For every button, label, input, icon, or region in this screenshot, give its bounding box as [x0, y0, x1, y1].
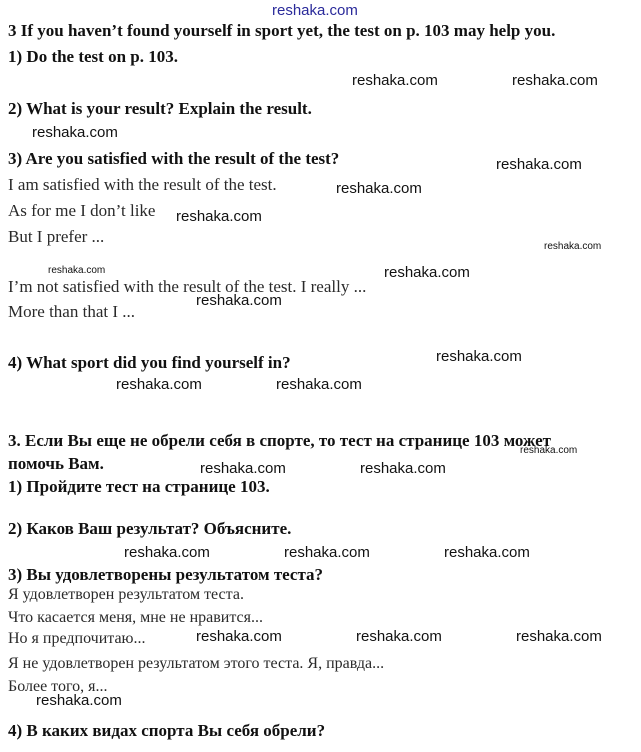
watermark: reshaka.com: [124, 544, 210, 561]
watermark: reshaka.com: [360, 460, 446, 477]
watermark: reshaka.com: [272, 2, 358, 19]
russian-heading-line-1: 3. Если Вы еще не обрели себя в спорте, то тест на странице 103 может: [8, 431, 552, 450]
watermark: reshaka.com: [544, 241, 602, 252]
watermark: reshaka.com: [496, 156, 582, 173]
watermark: reshaka.com: [436, 348, 522, 365]
watermark: reshaka.com: [116, 376, 202, 393]
watermark: reshaka.com: [356, 628, 442, 645]
english-answer-satisfied: I am satisfied with the result of the test.: [8, 175, 277, 194]
watermark: reshaka.com: [520, 445, 578, 456]
watermark: reshaka.com: [48, 265, 106, 276]
russian-question-4: 4) В каких видах спорта Вы себя обрели?: [8, 721, 326, 740]
russian-answer-not-satisfied: Я не удовлетворен результатом этого теста. Я, правда...: [8, 655, 385, 672]
russian-answer-satisfied: Я удовлетворен результатом теста.: [8, 586, 244, 603]
english-answer-prefer: But I prefer ...: [8, 227, 105, 246]
watermark: reshaka.com: [36, 692, 122, 709]
watermark: reshaka.com: [516, 628, 602, 645]
watermark: reshaka.com: [32, 124, 118, 141]
watermark: reshaka.com: [512, 72, 598, 89]
english-question-2: 2) What is your result? Explain the result.: [8, 99, 312, 118]
english-answer-more: More than that I ...: [8, 302, 135, 321]
watermark: reshaka.com: [200, 460, 286, 477]
russian-answer-more: Более того, я...: [8, 678, 108, 695]
russian-question-3: 3) Вы удовлетворены результатом теста?: [8, 565, 324, 584]
russian-question-2: 2) Каков Ваш результат? Объясните.: [8, 519, 292, 538]
russian-answer-dislike: Что касается меня, мне не нравится...: [8, 609, 263, 626]
english-question-1: 1) Do the test on p. 103.: [8, 47, 178, 66]
english-question-3: 3) Are you satisfied with the result of the test?: [8, 149, 340, 168]
watermark: reshaka.com: [196, 292, 282, 309]
russian-question-1: 1) Пройдите тест на странице 103.: [8, 477, 270, 496]
watermark: reshaka.com: [284, 544, 370, 561]
russian-answer-prefer: Но я предпочитаю...: [8, 630, 146, 647]
watermark: reshaka.com: [176, 208, 262, 225]
watermark: reshaka.com: [336, 180, 422, 197]
watermark: reshaka.com: [276, 376, 362, 393]
watermark: reshaka.com: [444, 544, 530, 561]
english-answer-dislike: As for me I don’t like: [8, 201, 156, 220]
russian-heading-line-2: помочь Вам.: [8, 454, 104, 473]
watermark: reshaka.com: [352, 72, 438, 89]
english-heading: 3 If you haven’t found yourself in sport yet, the test on p. 103 may help you.: [8, 21, 556, 40]
english-question-4: 4) What sport did you find yourself in?: [8, 353, 291, 372]
watermark: reshaka.com: [384, 264, 470, 281]
watermark: reshaka.com: [196, 628, 282, 645]
english-answer-not-satisfied: I’m not satisfied with the result of the test. I really ...: [8, 277, 367, 296]
